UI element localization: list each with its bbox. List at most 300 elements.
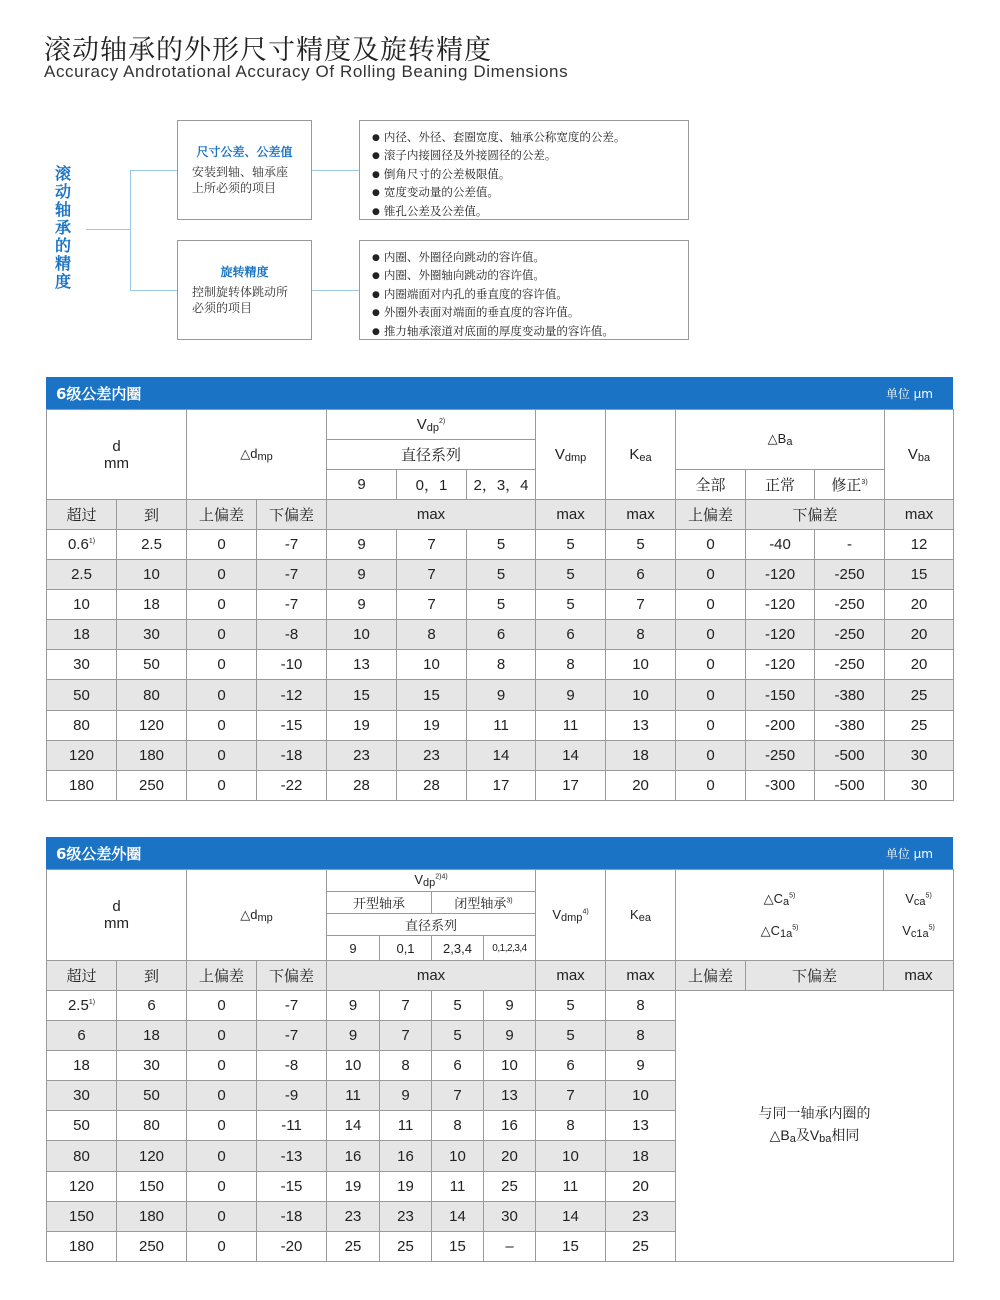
table-cell: 6 [606,560,676,590]
table-cell: 15 [885,560,954,590]
header-to: 到 [117,500,187,530]
table-cell: 0 [676,710,746,740]
header-dba: $\triangle B_a$ [676,410,885,470]
header-vdp: $V_{dp}^{2)4)}$ [327,870,536,892]
table-cell: 7 [397,530,467,560]
table-cell: 2.5 [47,560,117,590]
table-cell: 10 [536,1141,606,1171]
header-series: 直径系列 [327,440,536,470]
branch-head: 旋转精度 [220,265,269,279]
table-cell: 5 [467,560,536,590]
table-cell: 13 [606,1111,676,1141]
table-cell: 30 [885,770,954,800]
table-cell: 10 [47,590,117,620]
table-cell: 19 [380,1171,432,1201]
header-max: max [606,500,676,530]
header-lower: 下偏差 [746,500,885,530]
table-cell: -7 [257,991,327,1021]
header-upper: 上偏差 [676,500,746,530]
diagram-root-label: 滚动轴承的精度 [54,164,71,291]
table-cell: 5 [467,590,536,620]
table-cell: 120 [117,710,187,740]
header-series: 直径系列 [327,914,536,936]
table-cell: 30 [885,740,954,770]
table-cell: 16 [380,1141,432,1171]
table-cell: 0 [187,1081,257,1111]
table-cell: 8 [380,1051,432,1081]
table-cell: 11 [432,1171,484,1201]
table-cell: -10 [257,650,327,680]
header-max: max [327,500,536,530]
table-cell: 30 [117,620,187,650]
table-cell: 16 [484,1111,536,1141]
inner-table-title: 6级公差内圈 [56,385,142,403]
table-cell: 150 [47,1201,117,1231]
list-item: ● 锥孔公差及公差值。 [372,203,676,221]
table-cell: 0 [187,560,257,590]
table-row [47,740,954,770]
table-row [47,650,954,680]
header-vdmp: $V_{dmp}^{4)}$ [536,870,606,961]
table-cell: 25 [484,1171,536,1201]
table-cell: 9 [327,590,397,620]
table-cell: 23 [380,1201,432,1231]
table-cell: 6 [47,1021,117,1051]
table-cell: 30 [47,1081,117,1111]
table-cell: 0.6$^{1)}$ [47,530,117,560]
table-cell: -15 [257,1171,327,1201]
table-cell: 7 [380,1021,432,1051]
table-cell: 8 [432,1111,484,1141]
table-cell: 19 [327,1171,380,1201]
table-cell: -380 [815,680,885,710]
table-cell: 5 [432,991,484,1021]
header-mod: 修正$^{3)}$ [815,470,885,500]
table-cell: 0 [187,1231,257,1261]
table-cell: 17 [467,770,536,800]
table-cell: 250 [117,1231,187,1261]
header-kea: $K_{ea}$ [606,870,676,961]
table-cell: -250 [815,620,885,650]
branch-body: 控制旋转体跳动所必须的项目 [192,285,289,315]
table-cell: 80 [117,1111,187,1141]
table-cell: 0 [676,560,746,590]
header-to: 到 [117,961,187,991]
table-cell: 0 [676,590,746,620]
table-cell: 5 [467,530,536,560]
connector-line [311,290,359,291]
table-cell: 25 [606,1231,676,1261]
list-item: ● 内圈端面对内孔的垂直度的容许值。 [372,286,676,304]
table-cell: 20 [885,650,954,680]
table-cell: -8 [257,1051,327,1081]
header-over: 超过 [47,961,117,991]
list-item: ● 推力轴承滚道对底面的厚度变动量的容许值。 [372,323,676,341]
table-cell: 20 [606,770,676,800]
table-cell: 180 [117,1201,187,1231]
table-cell: 120 [47,1171,117,1201]
table-cell: 23 [327,1201,380,1231]
table-cell: 0 [676,620,746,650]
table-cell: 18 [47,1051,117,1081]
table-cell: 9 [327,560,397,590]
table-cell: 30 [484,1201,536,1231]
header-vba: $V_{ba}$ [885,410,954,500]
table-cell: 80 [47,1141,117,1171]
table-cell: 18 [117,1021,187,1051]
table-cell: 0 [187,1141,257,1171]
table-cell: 8 [536,1111,606,1141]
table-cell: 0 [187,530,257,560]
table-cell: 25 [885,710,954,740]
branch-box-tolerance [177,120,312,220]
outer-note: 与同一轴承内圈的 $\triangle B_a$及$V_{ba}$相同 [676,991,954,1262]
table-cell: 80 [47,710,117,740]
header-max: max [885,500,954,530]
table-cell: 10 [397,650,467,680]
table-cell: 20 [606,1171,676,1201]
table-cell: 19 [397,710,467,740]
page-title: 滚动轴承的外形尺寸精度及旋转精度 [44,35,492,66]
table-cell: -150 [746,680,815,710]
table-cell: -120 [746,620,815,650]
table-cell: -8 [257,620,327,650]
list-item: ● 内径、外径、套圈宽度、轴承公称宽度的公差。 [372,129,676,147]
connector-line [130,170,177,171]
header-normal: 正常 [746,470,815,500]
table-cell: 13 [327,650,397,680]
table-cell: 28 [397,770,467,800]
table-cell: 16 [327,1141,380,1171]
table-row [47,680,954,710]
table-cell: 0 [676,740,746,770]
table-cell: 14 [536,1201,606,1231]
header-max: max [536,961,606,991]
table-cell: 14 [536,740,606,770]
list-item: ● 倒角尺寸的公差极限值。 [372,166,676,184]
branch-head: 尺寸公差、公差值 [196,145,293,159]
table-cell: -380 [815,710,885,740]
table-cell: 9 [327,991,380,1021]
table-cell: -500 [815,770,885,800]
table-cell: 18 [47,620,117,650]
table-cell: 120 [117,1141,187,1171]
table-cell: 2.5 [117,530,187,560]
table-cell: -7 [257,590,327,620]
table-cell: 0 [187,680,257,710]
table-cell: 0 [187,650,257,680]
table-cell: -11 [257,1111,327,1141]
table-cell: 50 [117,1081,187,1111]
table-cell: 180 [47,770,117,800]
table-cell: -7 [257,1021,327,1051]
table-cell: -200 [746,710,815,740]
header-max: max [536,500,606,530]
table-row [47,620,954,650]
table-cell: 15 [536,1231,606,1261]
table-cell: 9 [484,1021,536,1051]
header-vdp: $V_{dp}^{2)}$ [327,410,536,440]
table-cell: 10 [327,620,397,650]
list-item: ● 外圈外表面对端面的垂直度的容许值。 [372,304,676,322]
connector-line [311,170,359,171]
table-cell: 8 [606,620,676,650]
branch-body: 安装到轴、轴承座上所必须的项目 [192,165,289,195]
table-cell: 9 [484,991,536,1021]
table-cell: 23 [606,1201,676,1231]
table-cell: 0 [187,1021,257,1051]
table-cell: 10 [117,560,187,590]
table-cell: -250 [815,650,885,680]
header-all: 全部 [676,470,746,500]
table-cell: -120 [746,590,815,620]
header-closed: 闭型轴承$^{3)}$ [432,892,536,914]
table-cell: -15 [257,710,327,740]
list-item: ● 内圈、外圈径向跳动的容许值。 [372,249,676,267]
table-cell: 8 [397,620,467,650]
table-cell: 11 [380,1111,432,1141]
table-cell: 10 [606,680,676,710]
table-row [47,560,954,590]
page-subtitle: Accuracy Androtational Accuracy Of Rolling Beaning Dimensions [44,62,569,81]
table-cell: 9 [380,1081,432,1111]
table-cell: 14 [432,1201,484,1231]
table-row [47,710,954,740]
table-cell: 0 [676,530,746,560]
branch-box-rotation [177,240,312,340]
outer-table-title: 6级公差外圈 [56,845,142,863]
connector-line [130,170,131,290]
header-max: max [606,961,676,991]
table-cell: 17 [536,770,606,800]
table-cell: 0 [187,1111,257,1141]
table-cell: 30 [47,650,117,680]
table-cell: 6 [536,620,606,650]
header-upper: 上偏差 [187,500,257,530]
table-cell: 50 [47,680,117,710]
table-cell: -22 [257,770,327,800]
table-cell: 7 [397,590,467,620]
table-cell: 0 [676,650,746,680]
branch-items-rotation [359,240,689,340]
inner-ring-table [46,409,954,801]
table-cell: 2.5$^{1)}$ [47,991,117,1021]
table-cell: 20 [484,1141,536,1171]
table-cell: 9 [467,680,536,710]
table-cell: 0 [187,770,257,800]
inner-table-unit: 单位 μm [885,387,933,401]
table-cell: -250 [746,740,815,770]
table-cell: -18 [257,1201,327,1231]
table-cell: -7 [257,530,327,560]
table-cell: 15 [397,680,467,710]
table-cell: 5 [536,590,606,620]
table-cell: -120 [746,650,815,680]
header-d: d mm [47,870,187,961]
table-cell: 120 [47,740,117,770]
table-cell: 0 [676,770,746,800]
table-cell: 0 [187,1201,257,1231]
header-dca: $\triangle C_a^{5)}$ $\triangle C_{1a}^{5)}$ [676,870,884,961]
table-cell: 7 [536,1081,606,1111]
table-cell: -9 [257,1081,327,1111]
table-cell: 0 [187,991,257,1021]
table-cell: 9 [327,530,397,560]
table-cell: 50 [117,650,187,680]
outer-ring-table [46,869,954,1262]
table-cell: 18 [606,1141,676,1171]
table-cell: 10 [484,1051,536,1081]
table-cell: 14 [327,1111,380,1141]
header-lower: 下偏差 [746,961,884,991]
table-cell: 18 [606,740,676,770]
connector-line [130,290,177,291]
table-cell: -40 [746,530,815,560]
header-lower: 下偏差 [257,961,327,991]
table-cell: -120 [746,560,815,590]
list-item: ● 滚子内接圆径及外接圆径的公差。 [372,147,676,165]
table-cell: 9 [606,1051,676,1081]
table-cell: 8 [606,991,676,1021]
table-cell: 7 [380,991,432,1021]
header-s01: 0，1 [397,470,467,500]
table-cell: 5 [536,1021,606,1051]
table-cell: 8 [467,650,536,680]
header-open: 开型轴承 [327,892,432,914]
table-cell: 6 [117,991,187,1021]
table-cell: 11 [536,1171,606,1201]
header-s9: 9 [327,936,380,961]
table-cell: 19 [327,710,397,740]
connector-line [86,229,130,230]
header-kea: $K_{ea}$ [606,410,676,500]
table-cell: 180 [47,1231,117,1261]
header-upper: 上偏差 [676,961,746,991]
table-cell: - [815,530,885,560]
header-s234: 2,3,4 [432,936,484,961]
table-cell: 18 [117,590,187,620]
table-cell: 5 [606,530,676,560]
table-cell: 6 [536,1051,606,1081]
table-cell: -7 [257,560,327,590]
table-cell: 5 [536,530,606,560]
table-cell: 180 [117,740,187,770]
header-max: max [327,961,536,991]
table-cell: – [484,1231,536,1261]
table-cell: 6 [432,1051,484,1081]
table-cell: 25 [380,1231,432,1261]
list-item: ● 内圈、外圈轴向跳动的容许值。 [372,267,676,285]
header-max: max [884,961,954,991]
table-cell: 28 [327,770,397,800]
table-cell: 8 [606,1021,676,1051]
table-cell: 15 [432,1231,484,1261]
table-cell: 7 [397,560,467,590]
table-cell: 10 [606,1081,676,1111]
table-row [47,770,954,800]
header-s234: 2，3，4 [467,470,536,500]
header-vdmp: $V_{dmp}$ [536,410,606,500]
table-cell: 5 [432,1021,484,1051]
table-cell: -250 [815,560,885,590]
table-cell: -300 [746,770,815,800]
list-item: ● 宽度变动量的公差值。 [372,184,676,202]
table-cell: 150 [117,1171,187,1201]
table-cell: 50 [47,1111,117,1141]
table-cell: -12 [257,680,327,710]
table-cell: 25 [885,680,954,710]
table-row [47,590,954,620]
table-cell: 0 [187,740,257,770]
table-cell: 30 [117,1051,187,1081]
table-cell: 15 [327,680,397,710]
table-cell: 11 [327,1081,380,1111]
header-ddmp: $\triangle d_{mp}$ [187,870,327,961]
outer-table-header [46,837,953,869]
table-cell: 0 [187,620,257,650]
table-cell: 12 [885,530,954,560]
table-cell: 11 [536,710,606,740]
table-cell: -18 [257,740,327,770]
table-cell: 0 [676,680,746,710]
table-cell: 14 [467,740,536,770]
table-cell: 5 [536,560,606,590]
table-cell: 0 [187,1171,257,1201]
table-cell: 25 [327,1231,380,1261]
table-cell: 0 [187,710,257,740]
branch-items-tolerance [359,120,689,220]
header-ddmp: $\triangle d_{mp}$ [187,410,327,500]
table-cell: 9 [536,680,606,710]
table-cell: 250 [117,770,187,800]
table-row [47,530,954,560]
table-cell: -250 [815,590,885,620]
header-s9: 9 [327,470,397,500]
header-upper: 上偏差 [187,961,257,991]
table-cell: 13 [484,1081,536,1111]
table-cell: 0 [187,590,257,620]
table-cell: 9 [327,1021,380,1051]
table-cell: 20 [885,590,954,620]
table-cell: 10 [432,1141,484,1171]
table-cell: 0 [187,1051,257,1081]
table-cell: 5 [536,991,606,1021]
table-cell: 10 [327,1051,380,1081]
outer-table-unit: 单位 μm [885,847,933,861]
table-cell: 80 [117,680,187,710]
table-cell: 23 [327,740,397,770]
table-cell: 7 [432,1081,484,1111]
header-lower: 下偏差 [257,500,327,530]
header-vca: $V_{ca}^{5)}$ $V_{c1a}^{5)}$ [884,870,954,961]
table-cell: 8 [536,650,606,680]
header-s01: 0,1 [380,936,432,961]
header-over: 超过 [47,500,117,530]
inner-table-header [46,377,953,409]
table-cell: 20 [885,620,954,650]
table-cell: 23 [397,740,467,770]
table-cell: 11 [467,710,536,740]
table-cell: -500 [815,740,885,770]
table-cell: 13 [606,710,676,740]
header-s01234: 0,1,2,3,4 [484,936,536,961]
header-d: d mm [47,410,187,500]
table-cell: -20 [257,1231,327,1261]
table-cell: 7 [606,590,676,620]
table-row [47,991,954,1021]
table-cell: 10 [606,650,676,680]
table-cell: 6 [467,620,536,650]
